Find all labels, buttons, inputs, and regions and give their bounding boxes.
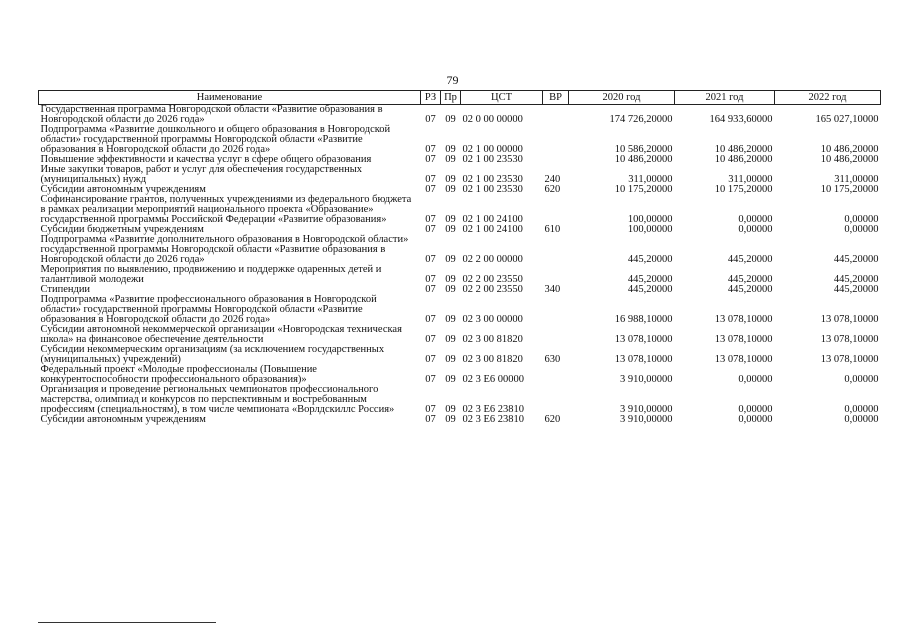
row-vr-cell	[543, 125, 569, 155]
row-cst-cell: 02 1 00 23530	[462, 174, 523, 185]
row-name-cell: Подпрограмма «Развитие дополнительного образования в Новгородской области» государственной программы Новгородской области «Развитие образования в Новгородской области до 2026 года»	[40, 234, 409, 265]
row-vr-cell: 610	[544, 224, 561, 235]
row-pr-cell: 09	[445, 214, 456, 225]
row-pr-cell: 09	[445, 144, 456, 155]
row-2021-cell: 445,20000	[727, 274, 773, 285]
row-vr-cell	[543, 195, 569, 225]
row-vr-cell	[543, 235, 569, 265]
row-vr-cell: 620	[544, 414, 561, 425]
row-pr-cell: 09	[445, 284, 456, 295]
footnote-divider	[38, 622, 216, 623]
row-cst-cell: 02 3 E6 23810	[462, 414, 525, 425]
header-pr: Пр	[441, 91, 461, 105]
row-2022-cell: 13 078,10000	[820, 334, 879, 345]
row-rz-cell: 07	[425, 224, 436, 235]
row-name-cell: Софинансирование грантов, полученных учреждениями из федерального бюджета в рамках реализации мероприятий национального проекта «Образование» государственной программы Российской Федерации «Развитие образования»	[40, 194, 412, 225]
row-name-cell: Повышение эффективности и качества услуг в сфере общего образования	[40, 154, 372, 165]
row-name-cell: Стипендии	[40, 284, 91, 295]
header-2021: 2021 год	[675, 91, 775, 105]
row-2020-cell: 445,20000	[627, 284, 673, 295]
row-rz-cell: 07	[425, 374, 436, 385]
row-rz-cell: 07	[425, 414, 436, 425]
row-2022-cell: 0,00000	[844, 414, 879, 425]
row-2022-cell: 13 078,10000	[820, 354, 879, 365]
table-row	[39, 235, 881, 265]
row-2020-cell: 311,00000	[628, 174, 673, 185]
row-name-cell: Субсидии бюджетным учреждениям	[40, 224, 204, 235]
header-vr: ВР	[543, 91, 569, 105]
row-rz-cell: 07	[425, 354, 436, 365]
row-pr-cell: 09	[445, 114, 456, 125]
row-pr-cell: 09	[445, 154, 456, 165]
page-number: 79	[446, 73, 459, 87]
row-2020-cell: 3 910,00000	[620, 374, 673, 385]
row-vr-cell	[543, 365, 569, 385]
row-vr-cell	[543, 155, 569, 165]
row-2020-cell: 3 910,00000	[620, 404, 673, 415]
row-2022-cell: 311,00000	[834, 174, 879, 185]
row-rz-cell: 07	[425, 154, 436, 165]
row-2021-cell: 0,00000	[738, 374, 773, 385]
row-2022-cell: 10 175,20000	[820, 184, 879, 195]
row-2022-cell: 0,00000	[844, 214, 879, 225]
table-row	[39, 415, 881, 425]
row-vr-cell: 620	[544, 184, 561, 195]
table-row	[39, 325, 881, 345]
row-name-cell: Субсидии автономным учреждениям	[40, 414, 206, 425]
row-cst-cell: 02 1 00 00000	[462, 144, 523, 155]
table-row	[39, 105, 881, 126]
row-vr-cell	[543, 295, 569, 325]
table-row	[39, 345, 881, 365]
row-cst-cell: 02 2 00 00000	[462, 254, 523, 265]
row-2022-cell: 0,00000	[844, 224, 879, 235]
row-vr-cell	[543, 105, 569, 126]
row-cst-cell: 02 2 00 23550	[462, 274, 523, 285]
row-2020-cell: 3 910,00000	[620, 414, 673, 425]
row-vr-cell: 340	[544, 284, 561, 295]
header-cst: ЦСТ	[461, 91, 543, 105]
header-name: Наименование	[39, 91, 421, 105]
row-rz-cell: 07	[425, 334, 436, 345]
row-2022-cell: 0,00000	[844, 404, 879, 415]
table-row	[39, 195, 881, 225]
row-2020-cell: 174 726,20000	[609, 114, 673, 125]
table-row	[39, 295, 881, 325]
row-cst-cell: 02 3 00 81820	[462, 334, 523, 345]
row-2020-cell: 10 586,20000	[614, 144, 673, 155]
row-2020-cell: 100,00000	[627, 214, 673, 225]
row-2022-cell: 10 486,20000	[820, 144, 879, 155]
row-2021-cell: 0,00000	[738, 404, 773, 415]
table-header-row	[39, 91, 881, 105]
row-pr-cell: 09	[445, 184, 456, 195]
row-cst-cell: 02 1 00 24100	[462, 224, 523, 235]
row-cst-cell: 02 3 00 00000	[462, 314, 523, 325]
row-2021-cell: 10 486,20000	[714, 144, 773, 155]
row-cst-cell: 02 1 00 23530	[462, 184, 523, 195]
row-2021-cell: 445,20000	[727, 254, 773, 265]
row-name-cell: Организация и проведение региональных чемпионатов профессионального мастерства, олимпиад и конкурсов по перспективным и востребованным профессиям (специальностям), в том числе чемпионата «Ворлдскиллс Россия»	[40, 384, 395, 415]
row-pr-cell: 09	[445, 334, 456, 345]
row-pr-cell: 09	[445, 354, 456, 365]
table-row	[39, 385, 881, 415]
row-vr-cell	[543, 265, 569, 285]
table-row	[39, 165, 881, 185]
row-rz-cell: 07	[425, 274, 436, 285]
row-2021-cell: 13 078,10000	[714, 354, 773, 365]
row-cst-cell: 02 0 00 00000	[462, 114, 523, 125]
row-vr-cell: 240	[544, 174, 561, 185]
row-2020-cell: 100,00000	[627, 224, 673, 235]
header-2022: 2022 год	[775, 91, 881, 105]
header-rz: РЗ	[421, 91, 441, 105]
row-cst-cell: 02 1 00 24100	[462, 214, 523, 225]
row-cst-cell: 02 3 00 81820	[462, 354, 523, 365]
row-2022-cell: 445,20000	[833, 274, 879, 285]
row-2020-cell: 10 175,20000	[614, 184, 673, 195]
table-row	[39, 365, 881, 385]
row-2021-cell: 13 078,10000	[714, 314, 773, 325]
row-name-cell: Субсидии некоммерческим организациям (за исключением государственных (муниципальных) учреждений)	[40, 344, 385, 365]
row-name-cell: Субсидии автономным учреждениям	[40, 184, 206, 195]
row-2021-cell: 10 175,20000	[714, 184, 773, 195]
row-name-cell: Мероприятия по выявлению, продвижению и поддержке одаренных детей и талантливой молодежи	[40, 264, 382, 285]
row-rz-cell: 07	[425, 174, 436, 185]
row-2021-cell: 311,00000	[728, 174, 773, 185]
row-2020-cell: 10 486,20000	[614, 154, 673, 165]
header-2020: 2020 год	[569, 91, 675, 105]
row-pr-cell: 09	[445, 404, 456, 415]
row-2021-cell: 10 486,20000	[714, 154, 773, 165]
row-2022-cell: 13 078,10000	[820, 314, 879, 325]
row-cst-cell: 02 2 00 23550	[462, 284, 523, 295]
row-name-cell: Государственная программа Новгородской области «Развитие образования в Новгородской области до 2026 года»	[40, 104, 383, 125]
row-rz-cell: 07	[425, 254, 436, 265]
row-pr-cell: 09	[445, 224, 456, 235]
row-pr-cell: 09	[445, 414, 456, 425]
row-2020-cell: 16 988,10000	[614, 314, 673, 325]
row-cst-cell: 02 1 00 23530	[462, 154, 523, 165]
row-2022-cell: 10 486,20000	[820, 154, 879, 165]
row-2022-cell: 445,20000	[833, 254, 879, 265]
budget-table	[38, 90, 881, 425]
row-name-cell: Субсидии автономной некоммерческой организации «Новгородская техническая школа» на финансовое обеспечение деятельности	[40, 324, 402, 345]
row-2021-cell: 164 933,60000	[709, 114, 773, 125]
row-2022-cell: 0,00000	[844, 374, 879, 385]
row-pr-cell: 09	[445, 374, 456, 385]
row-pr-cell: 09	[445, 314, 456, 325]
row-vr-cell: 630	[544, 354, 561, 365]
row-rz-cell: 07	[425, 404, 436, 415]
row-vr-cell	[543, 385, 569, 415]
row-2020-cell: 13 078,10000	[614, 334, 673, 345]
row-2021-cell: 0,00000	[738, 224, 773, 235]
row-rz-cell: 07	[425, 144, 436, 155]
row-rz-cell: 07	[425, 214, 436, 225]
row-2020-cell: 445,20000	[627, 274, 673, 285]
row-rz-cell: 07	[425, 284, 436, 295]
row-2021-cell: 0,00000	[738, 414, 773, 425]
row-rz-cell: 07	[425, 114, 436, 125]
row-2021-cell: 0,00000	[738, 214, 773, 225]
row-name-cell: Подпрограмма «Развитие дошкольного и общего образования в Новгородской области» государственной программы Новгородской области «Развитие образования в Новгородской области до 2026 года»	[40, 124, 391, 155]
row-pr-cell: 09	[445, 274, 456, 285]
row-2020-cell: 13 078,10000	[614, 354, 673, 365]
row-vr-cell	[543, 325, 569, 345]
table-row	[39, 265, 881, 285]
row-2022-cell: 445,20000	[833, 284, 879, 295]
row-2020-cell: 445,20000	[627, 254, 673, 265]
row-rz-cell: 07	[425, 184, 436, 195]
row-2021-cell: 445,20000	[727, 284, 773, 295]
row-name-cell: Подпрограмма «Развитие профессионального образования в Новгородской области» государственной программы Новгородской области «Развитие образования в Новгородской области до 2026 года»	[40, 294, 377, 325]
row-name-cell: Федеральный проект «Молодые профессионалы (Повышение конкурентоспособности профессионального образования)»	[40, 364, 317, 385]
row-pr-cell: 09	[445, 174, 456, 185]
row-pr-cell: 09	[445, 254, 456, 265]
table-row	[39, 125, 881, 155]
row-2021-cell: 13 078,10000	[714, 334, 773, 345]
row-cst-cell: 02 3 E6 00000	[462, 374, 525, 385]
row-cst-cell: 02 3 E6 23810	[462, 404, 525, 415]
row-rz-cell: 07	[425, 314, 436, 325]
row-2022-cell: 165 027,10000	[815, 114, 879, 125]
row-name-cell: Иные закупки товаров, работ и услуг для обеспечения государственных (муниципальных) нужд	[40, 164, 363, 185]
